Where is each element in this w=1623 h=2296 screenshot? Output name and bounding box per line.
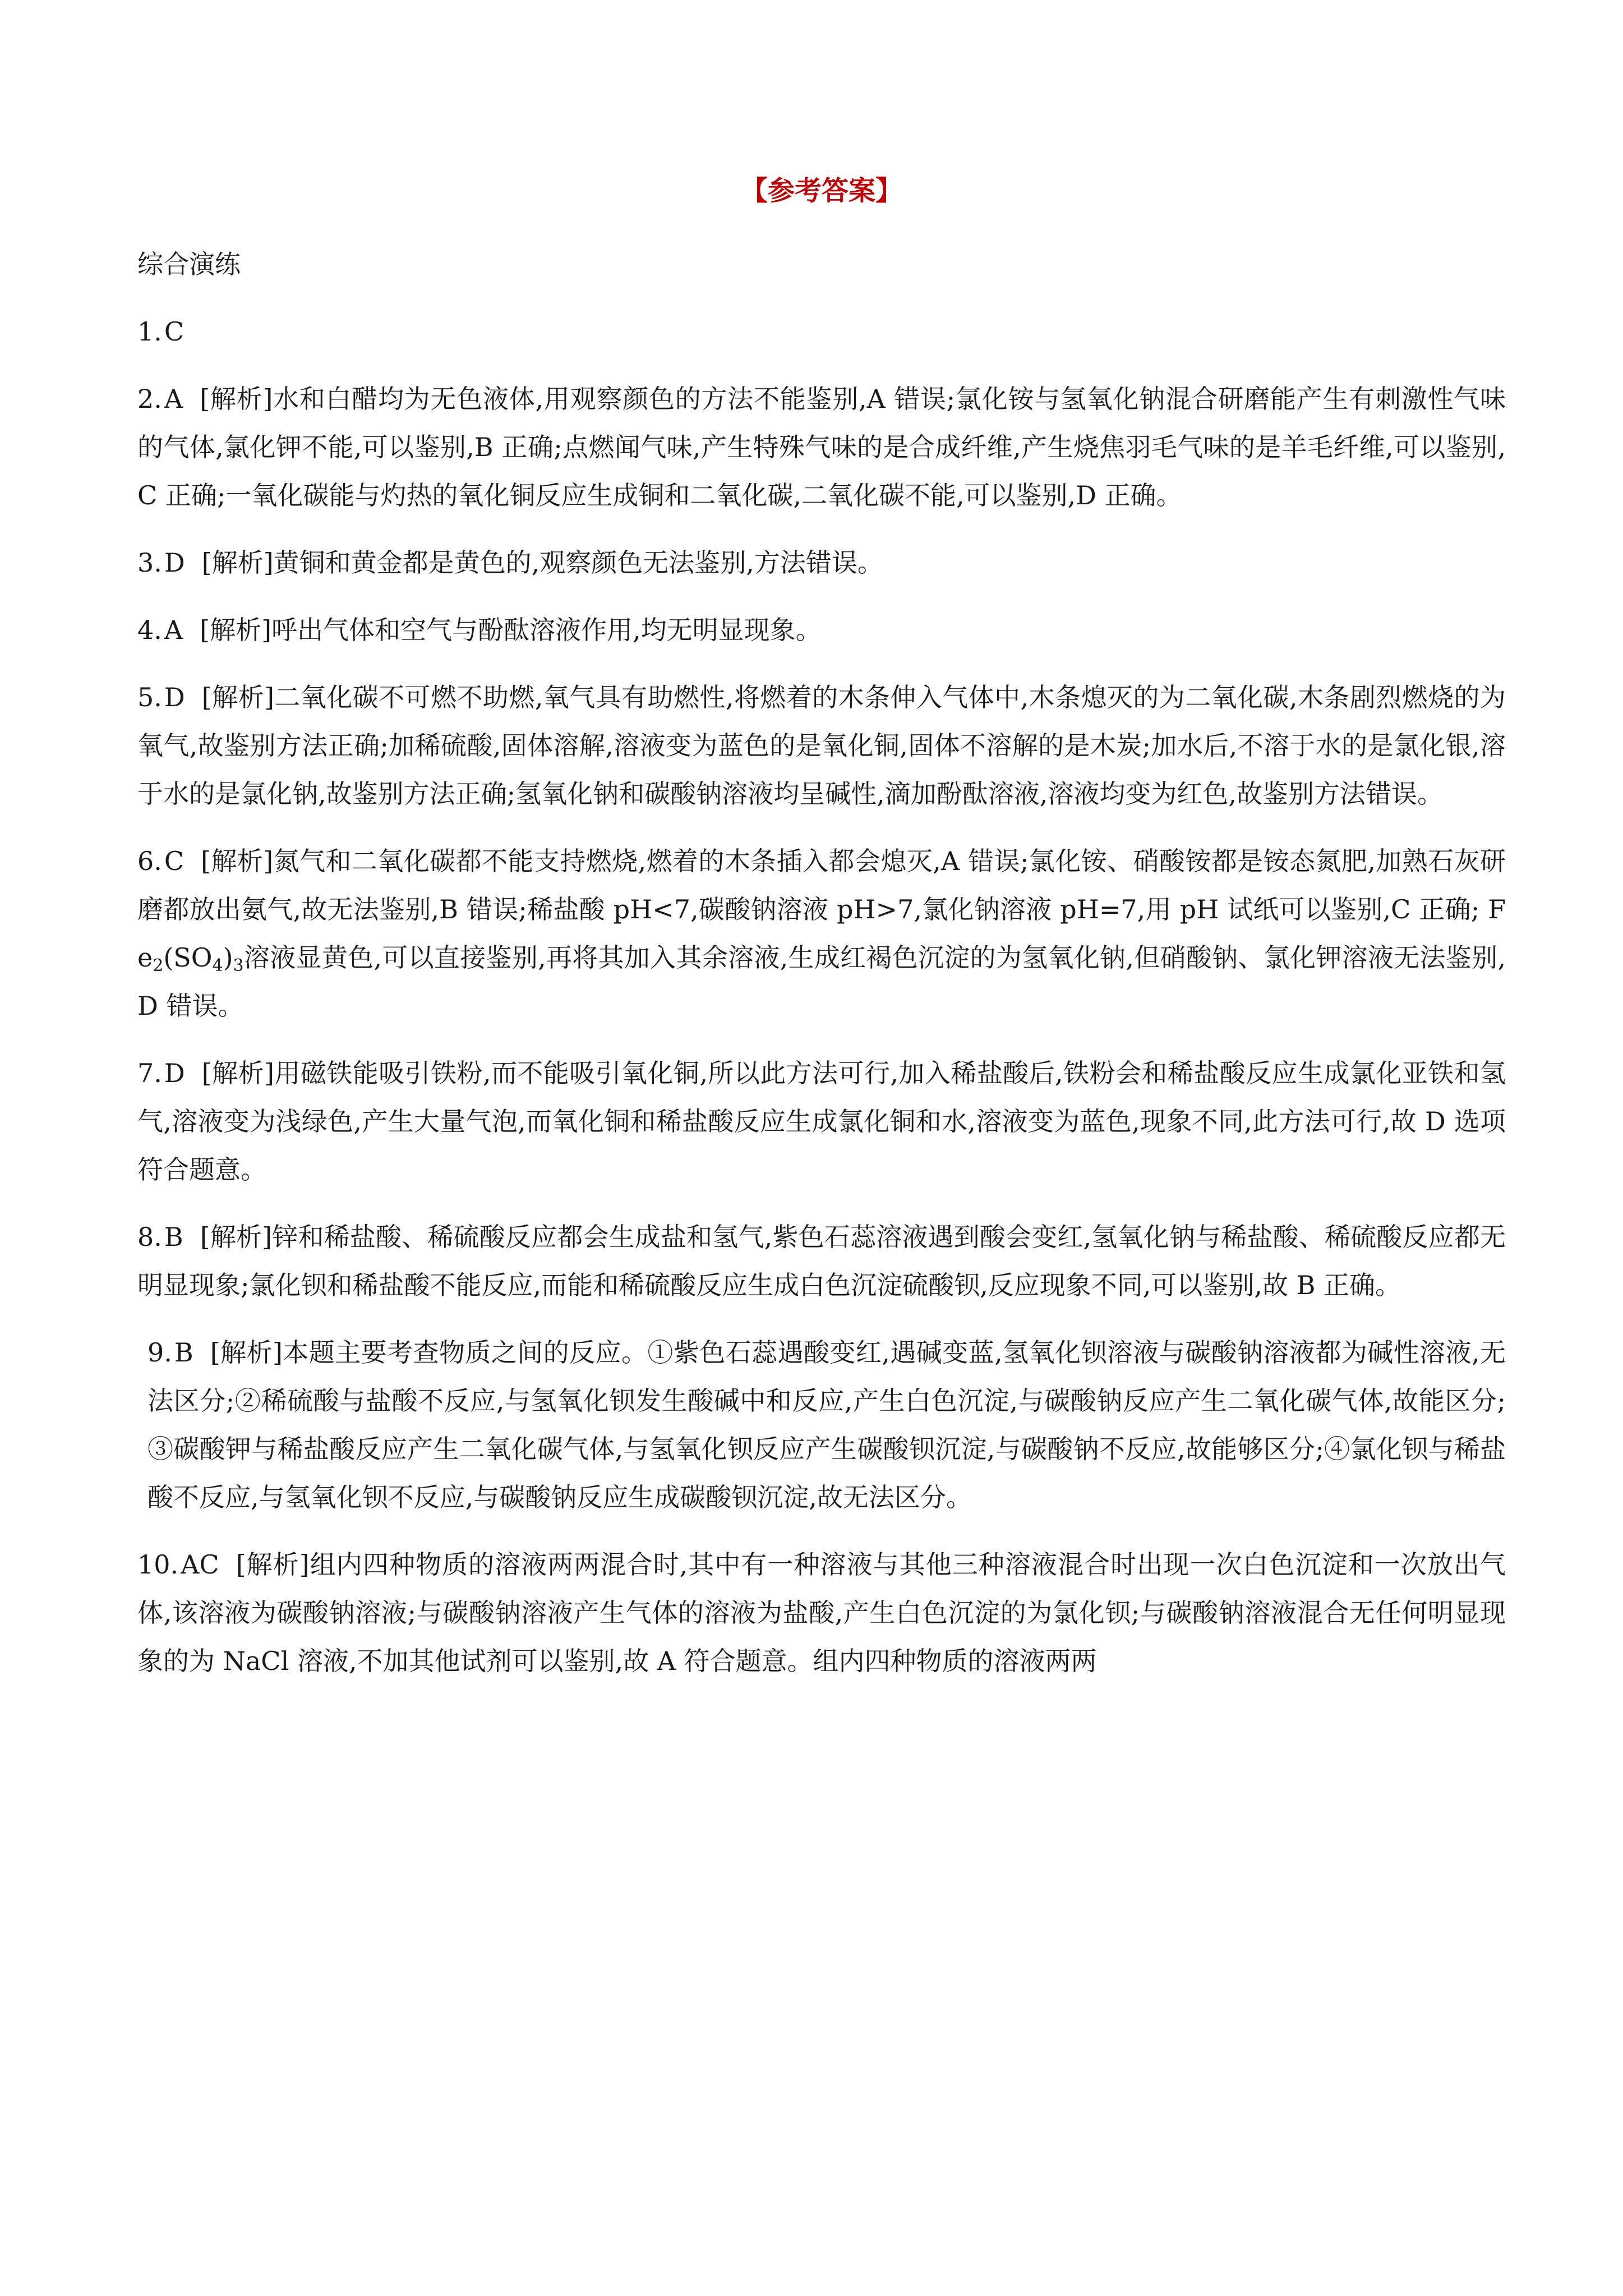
answer-choice: A [164, 615, 183, 645]
answer-item-9 [137, 1328, 1506, 1521]
answer-explanation: [解析]组内四种物质的溶液两两混合时,其中有一种溶液与其他三种溶液混合时出现一次白色沉淀和一次放出气体,该溶液为碳酸钠溶液;与碳酸钠溶液产生气体的溶液为盐酸,产生白色沉淀的为氯化钡;与碳酸钠溶液混合无任何明显现象的为 NaCl 溶液,不加其他试剂可以鉴别,故 A 符合题意。组内四种物质的溶液两两 [137, 1549, 1506, 1676]
answer-choice: AC [181, 1549, 219, 1580]
answer-item-7 [137, 1049, 1506, 1194]
subscript: 4 [212, 956, 223, 976]
answer-explanation: [解析]水和白醋均为无色液体,用观察颜色的方法不能鉴别,A 错误;氯化铵与氢氧化钠混合研磨能产生有刺激性气味的气体,氯化钾不能,可以鉴别,B 正确;点燃闻气味,产生特殊气味的是合成纤维,产生烧焦羽毛气味的是羊毛纤维,可以鉴别,C 正确;一氧化碳能与灼热的氧化铜反应生成铜和二氧化碳,二氧化碳不能,可以鉴别,D 正确。 [137, 384, 1506, 510]
answer-explanation: [解析]氮气和二氧化碳都不能支持燃烧,燃着的木条插入都会熄灭,A 错误;氯化铵、硝酸铵都是铵态氮肥,加熟石灰研磨都放出氨气,故无法鉴别,B 错误;稀盐酸 pH<7,碳酸钠溶液 pH>7,氯化钠溶液 pH=7,用 pH 试纸可以鉴别,C 正确; Fe [137, 846, 1506, 973]
answer-number: 7. [137, 1058, 162, 1088]
answer-explanation-formula: (SO [163, 942, 213, 973]
subscript: 3 [233, 956, 244, 976]
answer-explanation: [解析]二氧化碳不可燃不助燃,氧气具有助燃性,将燃着的木条伸入气体中,木条熄灭的为二氧化碳,木条剧烈燃烧的为氧气,故鉴别方法正确;加稀硫酸,固体溶解,溶液变为蓝色的是氧化铜,固体不溶解的是木炭;加水后,不溶于水的是氯化银,溶于水的是氯化钠,故鉴别方法正确;氢氧化钠和碳酸钠溶液均呈碱性,滴加酚酞溶液,溶液均变为红色,故鉴别方法错误。 [137, 682, 1506, 809]
answer-number: 2. [137, 384, 162, 414]
answer-number: 10. [137, 1549, 179, 1580]
answer-choice: A [164, 384, 183, 414]
answer-number: 4. [137, 615, 162, 645]
answer-choice: C [164, 846, 185, 876]
answer-number: 1. [137, 316, 162, 347]
section-heading: 综合演练 [137, 249, 241, 279]
answer-item-5 [137, 673, 1506, 818]
answer-item-8 [137, 1213, 1506, 1309]
answer-page [137, 168, 1506, 1704]
answer-explanation: [解析]本题主要考查物质之间的反应。①紫色石蕊遇酸变红,遇碱变蓝,氢氧化钡溶液与碳酸钠溶液都为碱性溶液,无法区分;②稀硫酸与盐酸不反应,与氢氧化钡发生酸碱中和反应,产生白色沉淀,与碳酸钠反应产生二氧化碳气体,故能区分;③碳酸钾与稀盐酸反应产生二氧化碳气体,与氢氧化钡反应产生碳酸钡沉淀,与碳酸钠不反应,故能够区分;④氯化钡与稀盐酸不反应,与氢氧化钡不反应,与碳酸钠反应生成碳酸钡沉淀,故无法区分。 [147, 1337, 1506, 1512]
subscript: 2 [153, 956, 164, 976]
answer-number: 6. [137, 846, 162, 876]
answer-number: 8. [137, 1222, 162, 1252]
answer-item-1 [137, 307, 1506, 356]
answer-choice: B [164, 1222, 183, 1252]
answer-number: 5. [137, 682, 162, 712]
answer-item-6 [137, 837, 1506, 1030]
answer-number: 9. [147, 1337, 172, 1368]
answer-explanation: 溶液显黄色,可以直接鉴别,再将其加入其余溶液,生成红褐色沉淀的为氢氧化钠,但硝酸钠、氯化钾溶液无法鉴别,D 错误。 [137, 942, 1506, 1021]
answer-explanation: [解析]呼出气体和空气与酚酞溶液作用,均无明显现象。 [200, 615, 822, 645]
answer-item-10 [137, 1540, 1506, 1685]
answer-choice: B [174, 1337, 193, 1368]
answer-choice: D [164, 1058, 185, 1088]
answer-item-4 [137, 606, 1506, 654]
answer-explanation: [解析]锌和稀盐酸、稀硫酸反应都会生成盐和氢气,紫色石蕊溶液遇到酸会变红,氢氧化钠与稀盐酸、稀硫酸反应都无明显现象;氯化钡和稀盐酸不能反应,而能和稀硫酸反应生成白色沉淀硫酸钡,反应现象不同,可以鉴别,故 B 正确。 [137, 1222, 1506, 1300]
answer-explanation: [解析]黄铜和黄金都是黄色的,观察颜色无法鉴别,方法错误。 [201, 547, 883, 578]
answer-choice: C [164, 316, 185, 347]
answer-choice: D [164, 682, 185, 712]
page-title: 【参考答案】 [740, 175, 902, 206]
answer-item-2 [137, 375, 1506, 519]
answer-number: 3. [137, 547, 162, 578]
answer-item-3 [137, 539, 1506, 587]
answer-explanation-formula: ) [223, 942, 233, 973]
answer-choice: D [164, 547, 185, 578]
answer-explanation: [解析]用磁铁能吸引铁粉,而不能吸引氧化铜,所以此方法可行,加入稀盐酸后,铁粉会和稀盐酸反应生成氯化亚铁和氢气,溶液变为浅绿色,产生大量气泡,而氧化铜和稀盐酸反应生成氯化铜和水,溶液变为蓝色,现象不同,此方法可行,故 D 选项符合题意。 [137, 1058, 1506, 1185]
